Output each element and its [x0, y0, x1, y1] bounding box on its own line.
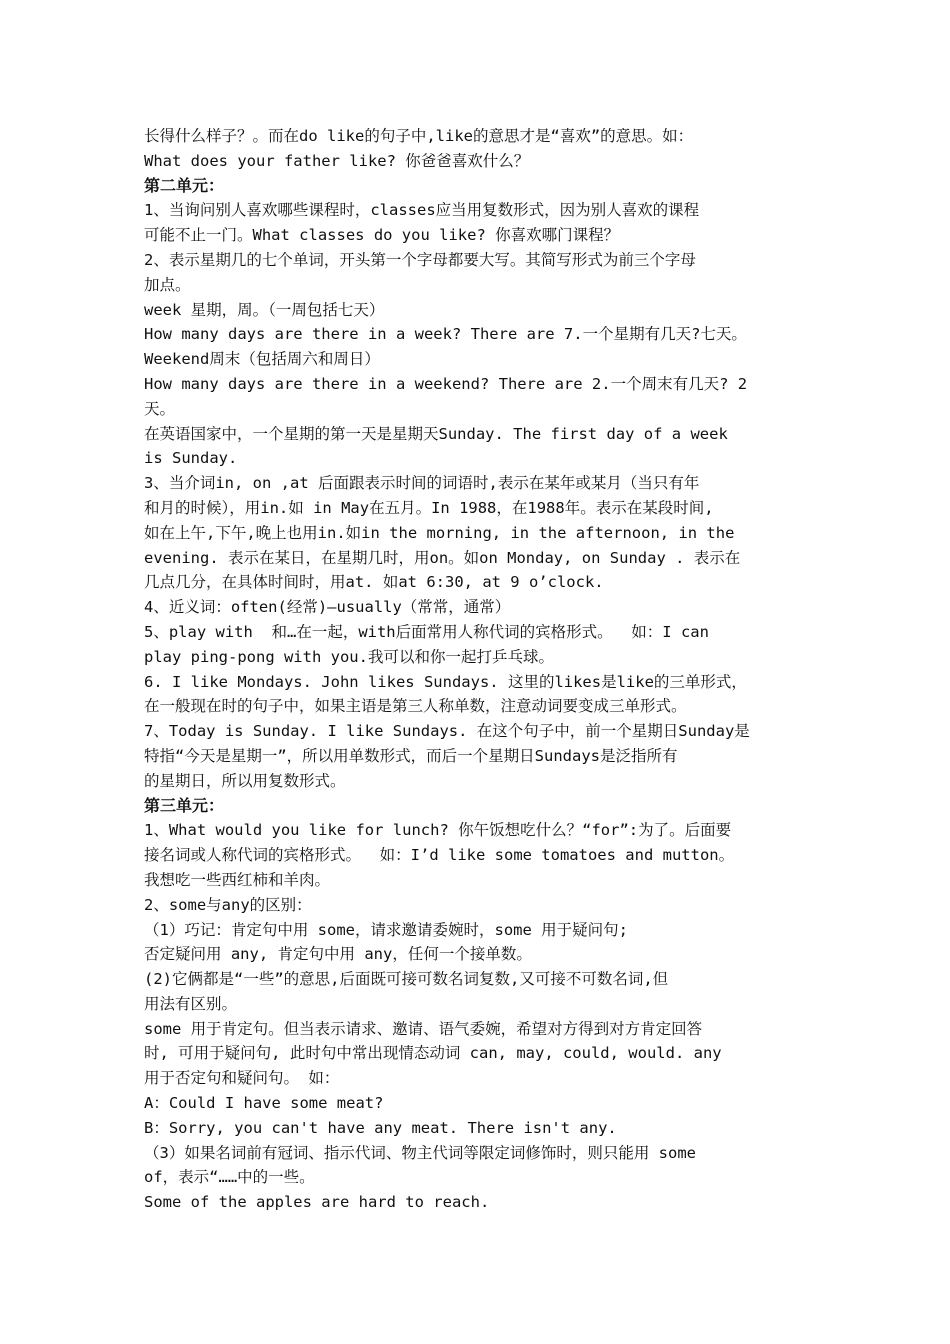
text-line: B：Sorry, you can't have any meat. There isn't any. [144, 1118, 617, 1137]
section-heading-unit-3: 第三单元： [144, 795, 225, 815]
text-line: 接名词或人称代词的宾格形式。 如：I’d like some tomatoes and mutton。 [144, 846, 735, 865]
text-line: some 用于肯定句。但当表示请求、邀请、语气委婉，希望对方得到对方肯定回答 [144, 1019, 703, 1038]
section-heading-unit-2: 第二单元： [144, 175, 225, 195]
text-line: 用法有区别。 [144, 994, 238, 1013]
text-line: week 星期，周。（一周包括七天） [144, 300, 385, 319]
text-line: Some of the apples are hard to reach. [144, 1193, 490, 1212]
text-line: 6. I like Mondays. John likes Sundays. 这里的likes是like的三单形式， [144, 672, 747, 691]
text-line: 用于否定句和疑问句。 如： [144, 1069, 340, 1088]
text-line: 和月的时候），用in.如 in May在五月。In 1988，在1988年。表示在某段时间, [144, 498, 714, 517]
text-line: 7、Today is Sunday. I like Sundays. 在这个句子中，前一个星期日Sunday是 [144, 722, 750, 741]
text-line: of，表示“……中的一些。 [144, 1168, 315, 1187]
text-line: evening. 表示在某日，在星期几时，用on。如on Monday, on Sunday . 表示在 [144, 548, 741, 567]
text-line: 4、近义词：often(经常)—usually（常常，通常） [144, 598, 511, 617]
text-line: 可能不止一门。What classes do you like? 你喜欢哪门课程？ [144, 226, 620, 245]
text-line: How many days are there in a weekend? There are 2.一个周末有几天? 2 [144, 374, 748, 393]
text-line: What does your father like? 你爸爸喜欢什么？ [144, 151, 530, 170]
text-line: play ping-pong with you.我可以和你一起打乒乓球。 [144, 647, 554, 666]
text-line: 特指“今天是星期一”，所以用单数形式，而后一个星期日Sundays是泛指所有 [144, 746, 678, 765]
text-line: (2)它俩都是“一些”的意思,后面既可接可数名词复数,又可接不可数名词,但 [144, 970, 669, 989]
text-line: 在一般现在时的句子中，如果主语是第三人称单数，注意动词要变成三单形式。 [144, 697, 687, 716]
text-line: 5、play with 和…在一起，with后面常用人称代词的宾格形式。 如：I can [144, 622, 709, 641]
text-line: （3）如果名词前有冠词、指示代词、物主代词等限定词修饰时，则只能用 some [144, 1143, 696, 1162]
text-line: 1、What would you like for lunch? 你午饭想吃什么？“for”:为了。后面要 [144, 821, 732, 840]
text-line: 如在上午,下午,晚上也用in.如in the morning, in the afternoon, in the [144, 523, 735, 542]
text-line: （1）巧记：肯定句中用 some，请求邀请委婉时，some 用于疑问句; [144, 920, 628, 939]
text-line: is Sunday. [144, 449, 238, 468]
text-line: 几点几分，在具体时间时，用at. 如at 6:30, at 9 o’clock. [144, 573, 604, 592]
text-line: 加点。 [144, 275, 191, 294]
text-line: 长得什么样子？。而在do like的句子中,like的意思才是“喜欢”的意思。如： [144, 127, 694, 145]
text-line: 在英语国家中，一个星期的第一天是星期天Sunday. The first day of a week [144, 424, 728, 443]
text-line: 2、表示星期几的七个单词，开头第一个字母都要大写。其简写形式为前三个字母 [144, 250, 696, 269]
text-line: How many days are there in a week? There are 7.一个星期有几天?七天。 [144, 325, 747, 344]
text-line: A：Could I have some meat? [144, 1094, 384, 1113]
text-line: 的星期日，所以用复数形式。 [144, 771, 346, 790]
text-line: 2、some与any的区别： [144, 895, 312, 914]
text-line: 时, 可用于疑问句, 此时句中常出现情态动词 can, may, could, would. any [144, 1044, 722, 1063]
text-line: Weekend周末（包括周六和周日） [144, 350, 380, 369]
text-line: 3、当介词in, on ,at 后面跟表示时间的词语时,表示在某年或某月（当只有年 [144, 474, 700, 493]
text-line: 我想吃一些西红柿和羊肉。 [144, 870, 331, 889]
text-line: 否定疑问用 any, 肯定句中用 any，任何一个接单数。 [144, 945, 532, 964]
text-line: 1、当询问别人喜欢哪些课程时，classes应当用复数形式，因为别人喜欢的课程 [144, 201, 700, 220]
text-line: 天。 [144, 399, 176, 418]
document-body [144, 124, 810, 1215]
